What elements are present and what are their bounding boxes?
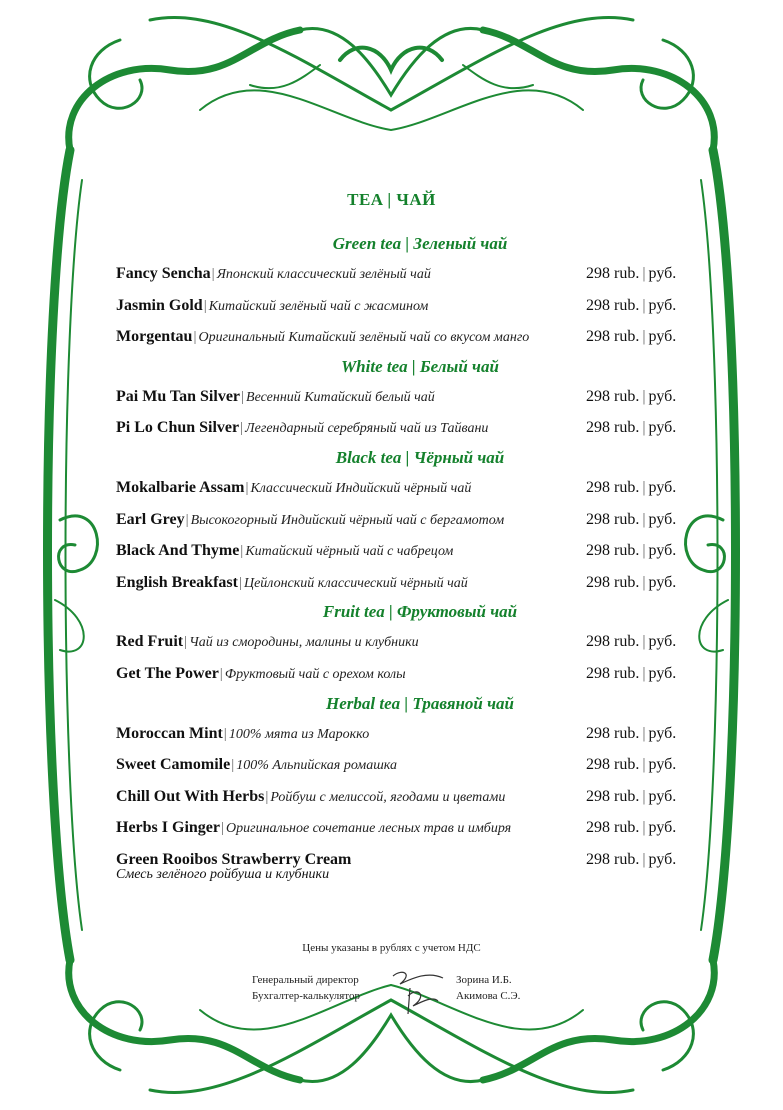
- price-value: 298 rub.: [586, 756, 640, 774]
- item-description: Японский классический зелёный чай: [216, 267, 431, 282]
- item-name: Get The Power: [116, 664, 219, 682]
- item-name: Morgentau: [116, 328, 193, 346]
- price-value: 298 rub.: [586, 328, 640, 346]
- item-price: [586, 472, 676, 504]
- item-name: Earl Grey: [116, 510, 185, 528]
- section-heading: Herbal tea | Травяной чай: [326, 693, 514, 713]
- item-name: English Breakfast: [116, 573, 238, 591]
- item-price: [586, 567, 676, 599]
- price-unit: руб.: [648, 419, 677, 437]
- separator: |: [642, 478, 646, 496]
- separator: |: [223, 725, 227, 742]
- item-description: Классический Индийский чёрный чай: [250, 480, 472, 496]
- menu-item: [116, 535, 716, 567]
- separator: |: [642, 510, 646, 528]
- section-heading: White tea | Белый чай: [341, 356, 499, 376]
- separator: |: [642, 787, 646, 805]
- item-price: [586, 412, 676, 444]
- separator: |: [642, 265, 646, 282]
- separator: |: [642, 850, 646, 868]
- separator: |: [642, 633, 646, 651]
- item-price: [586, 381, 676, 413]
- item-name: Mokalbarie Assam: [116, 478, 245, 496]
- menu-item: [116, 290, 716, 322]
- item-description: Легендарный серебряный чай из Тайвани: [245, 421, 489, 437]
- item-price: [586, 321, 676, 353]
- item-description: Весенний Китайский белый чай: [246, 389, 435, 405]
- item-name: Moroccan Mint: [116, 724, 223, 742]
- separator: |: [240, 420, 244, 437]
- role-accountant: Бухгалтер-калькулятор: [252, 990, 360, 1002]
- price-unit: руб.: [648, 542, 677, 560]
- separator: |: [642, 819, 646, 837]
- item-price: [586, 258, 676, 290]
- item-price: [586, 781, 676, 813]
- item-name: Pai Mu Tan Silver: [116, 387, 241, 405]
- item-description: 100% Альпийская ромашка: [236, 758, 397, 774]
- role-director: Генеральный директор: [252, 974, 359, 986]
- item-description: Высокогорный Индийский чёрный чай с бергамотом: [190, 512, 505, 528]
- separator: |: [642, 328, 646, 346]
- menu-item: [116, 749, 716, 781]
- price-value: 298 rub.: [586, 664, 640, 682]
- price-unit: руб.: [648, 819, 677, 837]
- item-description: Цейлонский классический чёрный чай: [243, 575, 468, 591]
- menu-item: [116, 781, 716, 813]
- separator: |: [211, 266, 215, 282]
- tea-menu: [116, 230, 716, 884]
- menu-item: [116, 504, 716, 536]
- menu-item: [116, 472, 716, 504]
- separator: |: [245, 479, 249, 496]
- separator: |: [642, 387, 646, 405]
- menu-item: [116, 812, 716, 844]
- price-unit: руб.: [648, 664, 677, 682]
- price-unit: руб.: [648, 478, 677, 496]
- price-unit: руб.: [648, 265, 677, 282]
- name-director: Зорина И.Б.: [456, 974, 512, 986]
- price-value: 298 rub.: [586, 787, 640, 805]
- separator: |: [642, 542, 646, 560]
- section-heading: Black tea | Чёрный чай: [335, 447, 505, 467]
- item-price: [586, 504, 676, 536]
- price-unit: руб.: [648, 387, 677, 405]
- price-value: 298 rub.: [586, 724, 640, 742]
- price-value: 298 rub.: [586, 819, 640, 837]
- price-value: 298 rub.: [586, 510, 640, 528]
- price-unit: руб.: [648, 724, 677, 742]
- handwritten-signature: [388, 966, 448, 1016]
- separator: |: [642, 664, 646, 682]
- price-unit: руб.: [648, 573, 677, 591]
- separator: |: [642, 573, 646, 591]
- separator: |: [642, 756, 646, 774]
- price-unit: руб.: [648, 328, 677, 346]
- separator: |: [193, 329, 197, 346]
- item-description: Фруктовый чай с орехом колы: [224, 666, 406, 682]
- menu-item: [116, 412, 716, 444]
- price-unit: руб.: [648, 756, 677, 774]
- item-price: [586, 535, 676, 567]
- price-value: 298 rub.: [586, 419, 640, 437]
- price-value: 298 rub.: [586, 387, 640, 405]
- price-unit: руб.: [648, 296, 677, 314]
- menu-item: [116, 626, 716, 658]
- item-price: [586, 290, 676, 322]
- price-unit: руб.: [648, 850, 677, 868]
- menu-item: [116, 321, 716, 353]
- item-description: Китайский зелёный чай с жасмином: [208, 298, 429, 314]
- price-value: 298 rub.: [586, 850, 640, 868]
- item-name: Black And Thyme: [116, 542, 240, 560]
- separator: |: [642, 296, 646, 314]
- item-name: Jasmin Gold: [116, 296, 203, 314]
- item-name: Sweet Camomile: [116, 756, 231, 774]
- item-price: [586, 812, 676, 844]
- section-heading: Green tea | Зеленый чай: [332, 234, 508, 253]
- price-value: 298 rub.: [586, 265, 640, 282]
- price-value: 298 rub.: [586, 296, 640, 314]
- price-unit: руб.: [648, 510, 677, 528]
- separator: |: [221, 820, 225, 837]
- separator: |: [219, 665, 223, 682]
- item-description: 100% мята из Марокко: [228, 726, 370, 742]
- separator: |: [240, 543, 244, 560]
- menu-item: [116, 258, 716, 290]
- menu-item: [116, 567, 716, 599]
- separator: |: [185, 511, 189, 528]
- name-accountant: Акимова С.Э.: [456, 990, 521, 1002]
- item-description: Оригинальный Китайский зелёный чай со вкусом манго: [198, 330, 530, 346]
- item-name: Red Fruit: [116, 633, 184, 651]
- item-description: Чай из смородины, малины и клубники: [189, 635, 419, 651]
- price-unit: руб.: [648, 633, 677, 651]
- item-name: Pi Lo Chun Silver: [116, 419, 240, 437]
- item-price: [586, 749, 676, 781]
- item-name: Fancy Sencha: [116, 265, 211, 282]
- item-description: Ройбуш с мелиссой, ягодами и цветами: [270, 789, 506, 805]
- item-price: [586, 844, 676, 876]
- item-price: [586, 626, 676, 658]
- price-value: 298 rub.: [586, 478, 640, 496]
- menu-item: [116, 658, 716, 690]
- separator: |: [184, 634, 188, 651]
- separator: |: [241, 388, 245, 405]
- separator: |: [642, 724, 646, 742]
- menu-item: [116, 844, 716, 884]
- price-value: 298 rub.: [586, 573, 640, 591]
- item-price: [586, 658, 676, 690]
- menu-item: [116, 381, 716, 413]
- separator: |: [642, 419, 646, 437]
- item-description: Китайский чёрный чай с чабрецом: [245, 544, 454, 560]
- item-name: Herbs I Ginger: [116, 819, 220, 837]
- price-note: Цены указаны в рублях с учетом НДС: [302, 942, 481, 954]
- menu-item: [116, 718, 716, 750]
- menu-title: TEA | ЧАЙ: [347, 190, 436, 209]
- section-heading: Fruit tea | Фруктовый чай: [322, 602, 518, 622]
- separator: |: [238, 574, 242, 591]
- item-name: Green Rooibos Strawberry Cream: [116, 850, 352, 868]
- separator: |: [265, 788, 269, 805]
- price-value: 298 rub.: [586, 542, 640, 560]
- item-description: Оригинальное сочетание лесных трав и имбиря: [226, 821, 512, 837]
- separator: |: [231, 757, 235, 774]
- item-description: Смесь зелёного ройбуша и клубники: [116, 866, 330, 882]
- signatory-roles: [252, 972, 360, 1004]
- item-price: [586, 718, 676, 750]
- price-unit: руб.: [648, 787, 677, 805]
- separator: |: [203, 297, 207, 314]
- price-value: 298 rub.: [586, 633, 640, 651]
- signatory-names: [456, 972, 520, 1004]
- item-name: Chill Out With Herbs: [116, 787, 265, 805]
